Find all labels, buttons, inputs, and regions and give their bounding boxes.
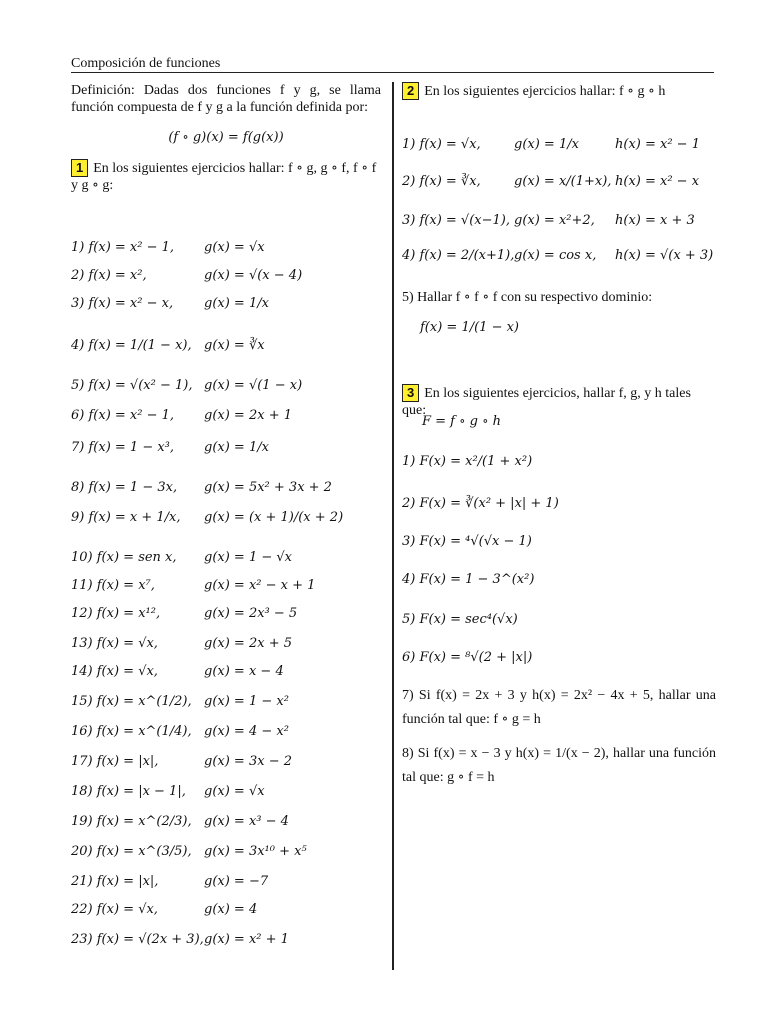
exercise-f: 23) f(x) = √(2x + 3), bbox=[71, 932, 204, 947]
exercise-row: 4) F(x) = 1 − 3^(x²) bbox=[402, 572, 535, 587]
column-divider bbox=[392, 82, 394, 970]
exercise-f: 3) f(x) = x² − x, bbox=[71, 296, 174, 311]
exercise-5-formula: f(x) = 1/(1 − x) bbox=[420, 320, 519, 335]
section-3-exercise-8: 8) Si f(x) = x − 3 y h(x) = 1/(x − 2), hallar una función tal que: g ∘ f = h bbox=[402, 746, 716, 785]
exercise-f: 13) f(x) = √x, bbox=[71, 636, 158, 651]
exercise-g: g(x) = √x bbox=[204, 240, 265, 255]
section-3-formula: F = f ∘ g ∘ h bbox=[422, 414, 501, 429]
exercise-f: 9) f(x) = x + 1/x, bbox=[71, 510, 181, 525]
exercise-g: g(x) = √(1 − x) bbox=[204, 378, 303, 393]
exercise-f: 12) f(x) = x¹², bbox=[71, 606, 161, 621]
exercise-f: 5) f(x) = √(x² − 1), bbox=[71, 378, 193, 393]
section-3-badge: 3 bbox=[402, 384, 419, 402]
exercise-f: 3) f(x) = √(x−1), bbox=[402, 213, 510, 228]
exercise-f: 19) f(x) = x^(2/3), bbox=[71, 814, 192, 829]
exercise-f: 16) f(x) = x^(1/4), bbox=[71, 724, 192, 739]
section-2-title: En los siguientes ejercicios hallar: f ∘ g ∘ h bbox=[424, 84, 666, 99]
exercise-g: g(x) = ∛x bbox=[204, 338, 265, 353]
exercise-g: g(x) = 3x − 2 bbox=[204, 754, 292, 769]
exercise-f: 11) f(x) = x⁷, bbox=[71, 578, 155, 593]
exercise-g: g(x) = x²+2, bbox=[514, 213, 595, 228]
exercise-g: g(x) = x² + 1 bbox=[204, 932, 289, 947]
exercise-f: 20) f(x) = x^(3/5), bbox=[71, 844, 192, 859]
exercise-g: g(x) = √(x − 4) bbox=[204, 268, 303, 283]
exercise-g: g(x) = 2x + 5 bbox=[204, 636, 292, 651]
exercise-g: g(x) = cos x, bbox=[514, 248, 597, 263]
exercise-g: g(x) = x/(1+x), bbox=[514, 174, 612, 189]
exercise-f: 21) f(x) = |x|, bbox=[71, 874, 159, 889]
section-2-exercise-5 bbox=[402, 286, 716, 340]
exercise-h: h(x) = x² − 1 bbox=[615, 137, 700, 152]
exercise-g: g(x) = √x bbox=[204, 784, 265, 799]
section-3-exercise-7: 7) Si f(x) = 2x + 3 y h(x) = 2x² − 4x + 5, hallar una función tal que: f ∘ g = h bbox=[402, 688, 716, 727]
exercise-h: h(x) = x² − x bbox=[615, 174, 700, 189]
exercise-g: g(x) = 4 − x² bbox=[204, 724, 289, 739]
section-2-badge: 2 bbox=[402, 82, 419, 100]
exercise-f: 10) f(x) = sen x, bbox=[71, 550, 177, 565]
exercise-row: 1) F(x) = x²/(1 + x²) bbox=[402, 454, 533, 469]
exercise-g: g(x) = 1/x bbox=[204, 296, 269, 311]
exercise-f: 15) f(x) = x^(1/2), bbox=[71, 694, 192, 709]
exercise-g: g(x) = 3x¹⁰ + x⁵ bbox=[204, 844, 307, 859]
left-column bbox=[71, 82, 381, 947]
exercise-g: g(x) = x³ − 4 bbox=[204, 814, 289, 829]
section-1-badge: 1 bbox=[71, 159, 88, 177]
exercise-f: 1) f(x) = √x, bbox=[402, 137, 481, 152]
exercise-g: g(x) = 2x³ − 5 bbox=[204, 606, 298, 621]
exercise-g: g(x) = −7 bbox=[204, 874, 269, 889]
exercise-f: 2) f(x) = x², bbox=[71, 268, 147, 283]
exercise-f: 14) f(x) = √x, bbox=[71, 664, 158, 679]
exercise-f: 1) f(x) = x² − 1, bbox=[71, 240, 175, 255]
exercise-g: g(x) = 4 bbox=[204, 902, 258, 917]
section-1-title: En los siguientes ejercicios hallar: f ∘ g, g ∘ f, f ∘ f y g ∘ g: bbox=[71, 161, 377, 193]
exercise-f: 22) f(x) = √x, bbox=[71, 902, 158, 917]
exercise-f: 4) f(x) = 2/(x+1), bbox=[402, 248, 515, 263]
exercise-g: g(x) = 1/x bbox=[514, 137, 579, 152]
page-header bbox=[71, 54, 714, 73]
exercise-f: 18) f(x) = |x − 1|, bbox=[71, 784, 186, 799]
exercise-f: 6) f(x) = x² − 1, bbox=[71, 408, 175, 423]
exercise-f: 7) f(x) = 1 − x³, bbox=[71, 440, 175, 455]
exercise-row: 2) F(x) = ∛(x² + |x| + 1) bbox=[402, 496, 559, 511]
exercise-f: 17) f(x) = |x|, bbox=[71, 754, 159, 769]
exercise-row: 3) F(x) = ⁴√(√x − 1) bbox=[402, 534, 532, 549]
exercise-f: 2) f(x) = ∛x, bbox=[402, 174, 481, 189]
page-title: Composición de funciones bbox=[71, 56, 221, 71]
exercise-g: g(x) = x − 4 bbox=[204, 664, 284, 679]
exercise-g: g(x) = (x + 1)/(x + 2) bbox=[204, 510, 344, 525]
exercise-g: g(x) = 2x + 1 bbox=[204, 408, 292, 423]
exercise-g: g(x) = 1/x bbox=[204, 440, 269, 455]
exercise-f: 4) f(x) = 1/(1 − x), bbox=[71, 338, 192, 353]
exercise-row: 6) F(x) = ⁸√(2 + |x|) bbox=[402, 650, 533, 665]
exercise-g: g(x) = 1 − x² bbox=[204, 694, 289, 709]
exercise-h: h(x) = x + 3 bbox=[615, 213, 695, 228]
exercise-row: 5) F(x) = sec⁴(√x) bbox=[402, 612, 518, 627]
section-2-heading bbox=[402, 82, 665, 100]
exercise-g: g(x) = x² − x + 1 bbox=[204, 578, 316, 593]
exercise-g: g(x) = 1 − √x bbox=[204, 550, 292, 565]
definition-text: Definición: Dadas dos funciones f y g, se llama función compuesta de f y g a la función definida por: bbox=[71, 83, 381, 115]
exercise-5-text: 5) Hallar f ∘ f ∘ f con su respectivo dominio: bbox=[402, 290, 653, 305]
section-3-title: En los siguientes ejercicios, hallar f, g, y h tales que: bbox=[402, 386, 691, 418]
exercise-f: 8) f(x) = 1 − 3x, bbox=[71, 480, 178, 495]
exercise-h: h(x) = √(x + 3) bbox=[615, 248, 714, 263]
section-1-heading bbox=[71, 159, 381, 194]
definition-formula: (f ∘ g)(x) = f(g(x)) bbox=[168, 130, 284, 145]
exercise-g: g(x) = 5x² + 3x + 2 bbox=[204, 480, 332, 495]
